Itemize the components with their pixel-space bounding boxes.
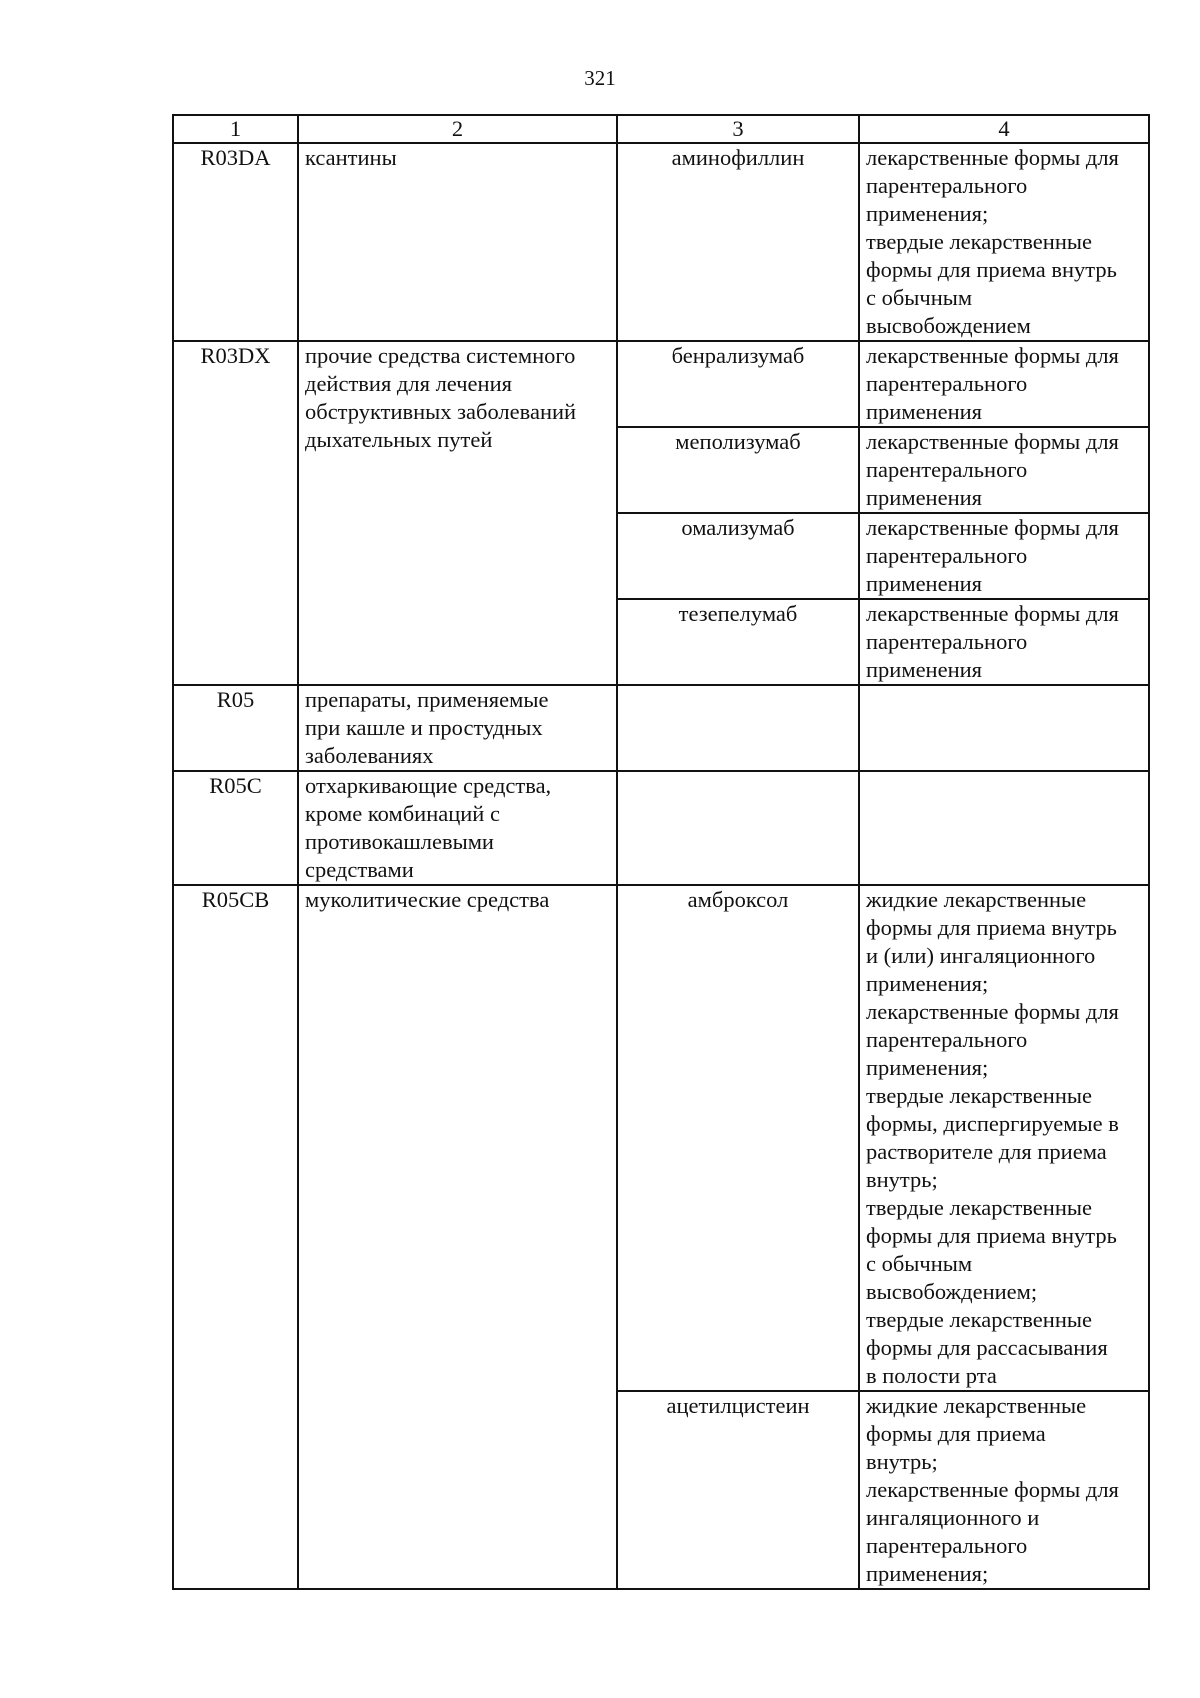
group-name-line: прочие средства системного — [305, 343, 576, 368]
atc-code-cell: R05 — [173, 685, 298, 771]
group-name-line: действия для лечения — [305, 371, 512, 396]
table-header-row — [173, 115, 1149, 143]
dosage-form-line: лекарственные формы для — [866, 1477, 1119, 1502]
dosage-form-line: парентерального — [866, 173, 1028, 198]
group-name-cell — [298, 885, 617, 1589]
dosage-form-line: высвобождением; — [866, 1279, 1038, 1304]
dosage-form-line: парентерального — [866, 457, 1028, 482]
drug-name-cell: ацетилцистеин — [617, 1391, 859, 1589]
dosage-forms-cell — [859, 599, 1149, 685]
dosage-form-line: с обычным — [866, 285, 973, 310]
group-name-cell — [298, 685, 617, 771]
dosage-form-line: парентерального — [866, 1027, 1028, 1052]
dosage-form-line: ингаляционного и — [866, 1505, 1040, 1530]
group-name-line: обструктивных заболеваний — [305, 399, 577, 424]
table-row — [173, 885, 1149, 1391]
dosage-form-line: формы для приема — [866, 1421, 1046, 1446]
group-name-line: противокашлевыми — [305, 829, 494, 854]
dosage-form-line: и (или) ингаляционного — [866, 943, 1096, 968]
dosage-form-line: применения — [866, 657, 983, 682]
dosage-form-line: парентерального — [866, 371, 1028, 396]
dosage-form-line: парентерального — [866, 629, 1028, 654]
dosage-form-line: высвобождением — [866, 313, 1031, 338]
dosage-form-line: лекарственные формы для — [866, 515, 1119, 540]
dosage-forms-cell — [859, 513, 1149, 599]
table-row — [173, 771, 1149, 885]
atc-code-cell: R03DA — [173, 143, 298, 341]
dosage-form-line: твердые лекарственные — [866, 1195, 1092, 1220]
dosage-form-line: лекарственные формы для — [866, 601, 1119, 626]
dosage-form-line: применения — [866, 399, 983, 424]
drug-name-cell — [617, 685, 859, 771]
drug-name-cell: меполизумаб — [617, 427, 859, 513]
drug-name-cell: аминофиллин — [617, 143, 859, 341]
dosage-forms-cell — [859, 771, 1149, 885]
group-name-line: кроме комбинаций с — [305, 801, 500, 826]
table-row — [173, 143, 1149, 341]
dosage-forms-cell — [859, 341, 1149, 427]
dosage-form-line: формы, диспергируемые в — [866, 1111, 1119, 1136]
dosage-form-line: твердые лекарственные — [866, 1307, 1092, 1332]
column-header-4: 4 — [859, 115, 1149, 143]
dosage-form-line: лекарственные формы для — [866, 999, 1119, 1024]
group-name-line: средствами — [305, 857, 414, 882]
atc-code-cell: R05CB — [173, 885, 298, 1589]
dosage-form-line: применения — [866, 485, 983, 510]
drug-name-cell: амброксол — [617, 885, 859, 1391]
group-name-line: препараты, применяемые — [305, 687, 549, 712]
dosage-forms-cell — [859, 143, 1149, 341]
dosage-form-line: формы для приема внутрь — [866, 915, 1117, 940]
drug-classification-table — [172, 114, 1150, 1590]
atc-code-cell: R05C — [173, 771, 298, 885]
table-row — [173, 341, 1149, 427]
group-name-cell — [298, 771, 617, 885]
atc-code-cell: R03DX — [173, 341, 298, 685]
dosage-form-line: парентерального — [866, 543, 1028, 568]
column-header-1: 1 — [173, 115, 298, 143]
dosage-form-line: применения; — [866, 1561, 989, 1586]
group-name-line: муколитические средства — [305, 887, 550, 912]
drug-name-cell: омализумаб — [617, 513, 859, 599]
dosage-form-line: формы для приема внутрь — [866, 257, 1117, 282]
dosage-form-line: применения; — [866, 971, 989, 996]
group-name-cell — [298, 341, 617, 685]
drug-name-cell — [617, 771, 859, 885]
page-number: 321 — [584, 66, 616, 90]
dosage-form-line: парентерального — [866, 1533, 1028, 1558]
dosage-form-line: применения — [866, 571, 983, 596]
group-name-cell: ксантины — [298, 143, 617, 341]
table-row — [173, 685, 1149, 771]
dosage-form-line: твердые лекарственные — [866, 1083, 1092, 1108]
dosage-form-line: применения; — [866, 201, 989, 226]
dosage-form-line: твердые лекарственные — [866, 229, 1092, 254]
group-name-line: дыхательных путей — [305, 427, 493, 452]
dosage-form-line: лекарственные формы для — [866, 429, 1119, 454]
dosage-form-line: с обычным — [866, 1251, 973, 1276]
dosage-form-line: внутрь; — [866, 1167, 938, 1192]
dosage-form-line: внутрь; — [866, 1449, 938, 1474]
dosage-form-line: лекарственные формы для — [866, 145, 1119, 170]
dosage-forms-cell — [859, 685, 1149, 771]
dosage-forms-cell — [859, 885, 1149, 1391]
dosage-forms-cell — [859, 1391, 1149, 1589]
dosage-form-line: формы для приема внутрь — [866, 1223, 1117, 1248]
dosage-form-line: в полости рта — [866, 1363, 997, 1388]
drug-name-cell: тезепелумаб — [617, 599, 859, 685]
dosage-forms-cell — [859, 427, 1149, 513]
group-name-line: отхаркивающие средства, — [305, 773, 552, 798]
dosage-form-line: растворителе для приема — [866, 1139, 1107, 1164]
group-name-line: при кашле и простудных — [305, 715, 543, 740]
group-name-line: заболеваниях — [305, 743, 434, 768]
column-header-3: 3 — [617, 115, 859, 143]
dosage-form-line: лекарственные формы для — [866, 343, 1119, 368]
dosage-form-line: жидкие лекарственные — [866, 1393, 1087, 1418]
column-header-2: 2 — [298, 115, 617, 143]
dosage-form-line: формы для рассасывания — [866, 1335, 1108, 1360]
dosage-form-line: применения; — [866, 1055, 989, 1080]
dosage-form-line: жидкие лекарственные — [866, 887, 1087, 912]
drug-name-cell: бенрализумаб — [617, 341, 859, 427]
